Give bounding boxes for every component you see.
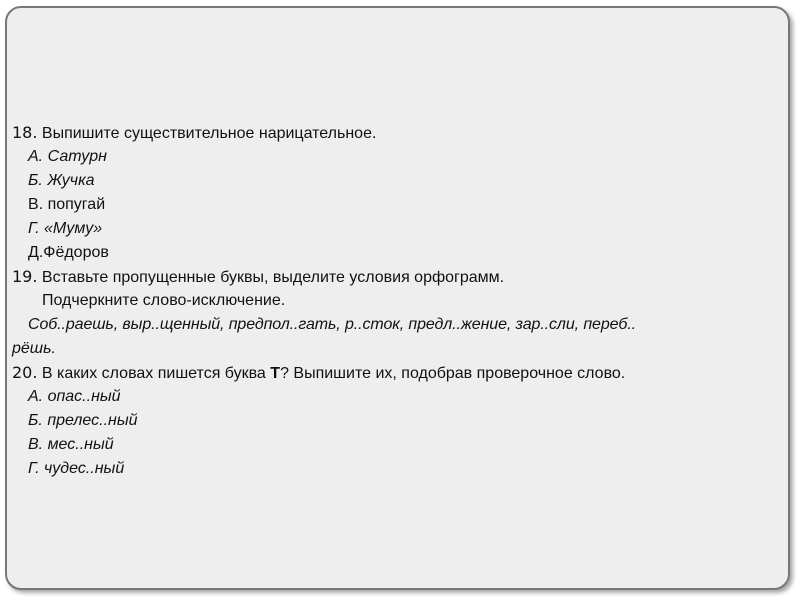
- question-18-option-a: [12, 145, 792, 169]
- question-18-option-c: [12, 193, 792, 217]
- option-letter: Д.: [28, 244, 44, 261]
- question-20-option-d: [12, 457, 792, 481]
- option-letter: В.: [28, 436, 44, 453]
- question-18-prompt: Выпишите существительное нарицательное.: [41, 125, 377, 142]
- option-letter: Г.: [28, 460, 40, 477]
- question-19-title: [12, 265, 792, 289]
- question-18-option-b: [12, 169, 792, 193]
- option-text: Фёдоров: [43, 244, 109, 261]
- question-18-option-e: [12, 241, 792, 265]
- question-20-option-a: [12, 385, 792, 409]
- option-letter: Б.: [28, 412, 43, 429]
- option-text: прелес..ный: [47, 412, 138, 429]
- question-19-words: Соб..раешь, выр..щенный, предпол..гать, р..сток, предл..жение, зар..сли, переб..: [28, 316, 637, 333]
- question-20-prompt-end: ? Выпишите их, подобрав проверочное слово.: [280, 365, 626, 382]
- question-18-title: [12, 121, 792, 145]
- question-19-instruction: Подчеркните слово-исключение.: [42, 292, 286, 309]
- option-text: Жучка: [47, 172, 95, 189]
- question-20-prompt-start: В каких словах пишется буква: [41, 365, 266, 382]
- option-letter: В.: [28, 196, 44, 213]
- question-19-prompt: Вставьте пропущенные буквы, выделите условия орфограмм.: [41, 269, 505, 286]
- option-letter: Б.: [28, 172, 43, 189]
- question-18-number: 18.: [12, 123, 38, 142]
- question-18-option-d: [12, 217, 792, 241]
- question-19-number: 19.: [12, 267, 38, 286]
- option-letter: А.: [28, 148, 44, 165]
- option-text: опас..ный: [47, 388, 121, 405]
- option-letter: А.: [28, 388, 44, 405]
- option-text: «Муму»: [44, 220, 103, 237]
- question-20-title: [12, 361, 792, 385]
- question-20-option-c: [12, 433, 792, 457]
- task-list: [12, 121, 792, 481]
- option-text: попугай: [47, 196, 106, 213]
- slide-frame: [5, 6, 790, 590]
- option-letter: Г.: [28, 220, 40, 237]
- option-text: мес..ный: [47, 436, 114, 453]
- question-19-words-continued: рёшь.: [12, 340, 56, 357]
- question-20-number: 20.: [12, 363, 38, 382]
- option-text: Сатурн: [47, 148, 107, 165]
- question-20-option-b: [12, 409, 792, 433]
- option-text: чудес..ный: [44, 460, 125, 477]
- question-20-letter: Т: [270, 365, 281, 382]
